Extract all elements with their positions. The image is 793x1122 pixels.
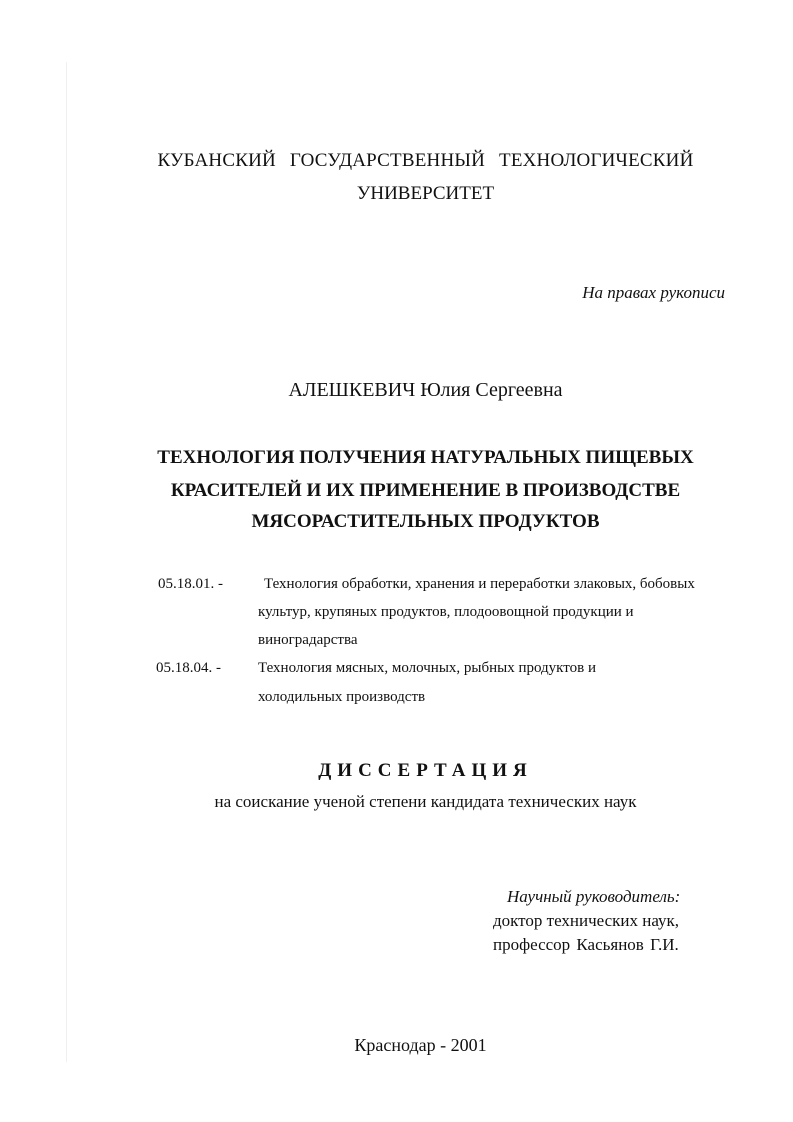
degree-statement: на соискание ученой степени кандидата технических наук [214,792,637,811]
university-name-line2: УНИВЕРСИТЕТ [356,183,495,204]
thesis-title-line3: МЯСОРАСТИТЕЛЬНЫХ ПРОДУКТОВ [251,511,600,532]
manuscript-rights-note: На правах рукописи [582,283,725,302]
university-name-line1: КУБАНСКИЙ ГОСУДАРСТВЕННЫЙ ТЕХНОЛОГИЧЕСКИЙ [157,150,694,171]
document-type-heading: ДИССЕРТАЦИЯ [318,760,533,781]
author-name: АЛЕШКЕВИЧ Юлия Сергеевна [288,379,563,401]
specialty-description-2-line2: холодильных производств [258,689,426,705]
specialty-description-2-line1: Технология мясных, молочных, рыбных продуктов и [258,660,596,676]
specialty-code-1: 05.18.01. - [158,576,223,592]
specialty-code-2: 05.18.04. - [156,660,221,676]
city-and-year: Краснодар - 2001 [354,1035,487,1055]
supervisor-degree: доктор технических наук, [493,911,680,930]
thesis-title-line2: КРАСИТЕЛЕЙ И ИХ ПРИМЕНЕНИЕ В ПРОИЗВОДСТВЕ [170,480,681,501]
supervisor-label: Научный руководитель: [507,887,681,906]
specialty-description-1-line3: виноградарства [258,632,358,648]
scan-edge-shadow [66,62,67,1062]
supervisor-name: профессор Касьянов Г.И. [493,935,679,954]
specialty-description-1-line2: культур, крупяных продуктов, плодоовощной продукции и [258,604,634,620]
thesis-title-line1: ТЕХНОЛОГИЯ ПОЛУЧЕНИЯ НАТУРАЛЬНЫХ ПИЩЕВЫХ [157,447,694,468]
specialty-description-1-line1: Технология обработки, хранения и переработки злаковых, бобовых [264,576,695,592]
